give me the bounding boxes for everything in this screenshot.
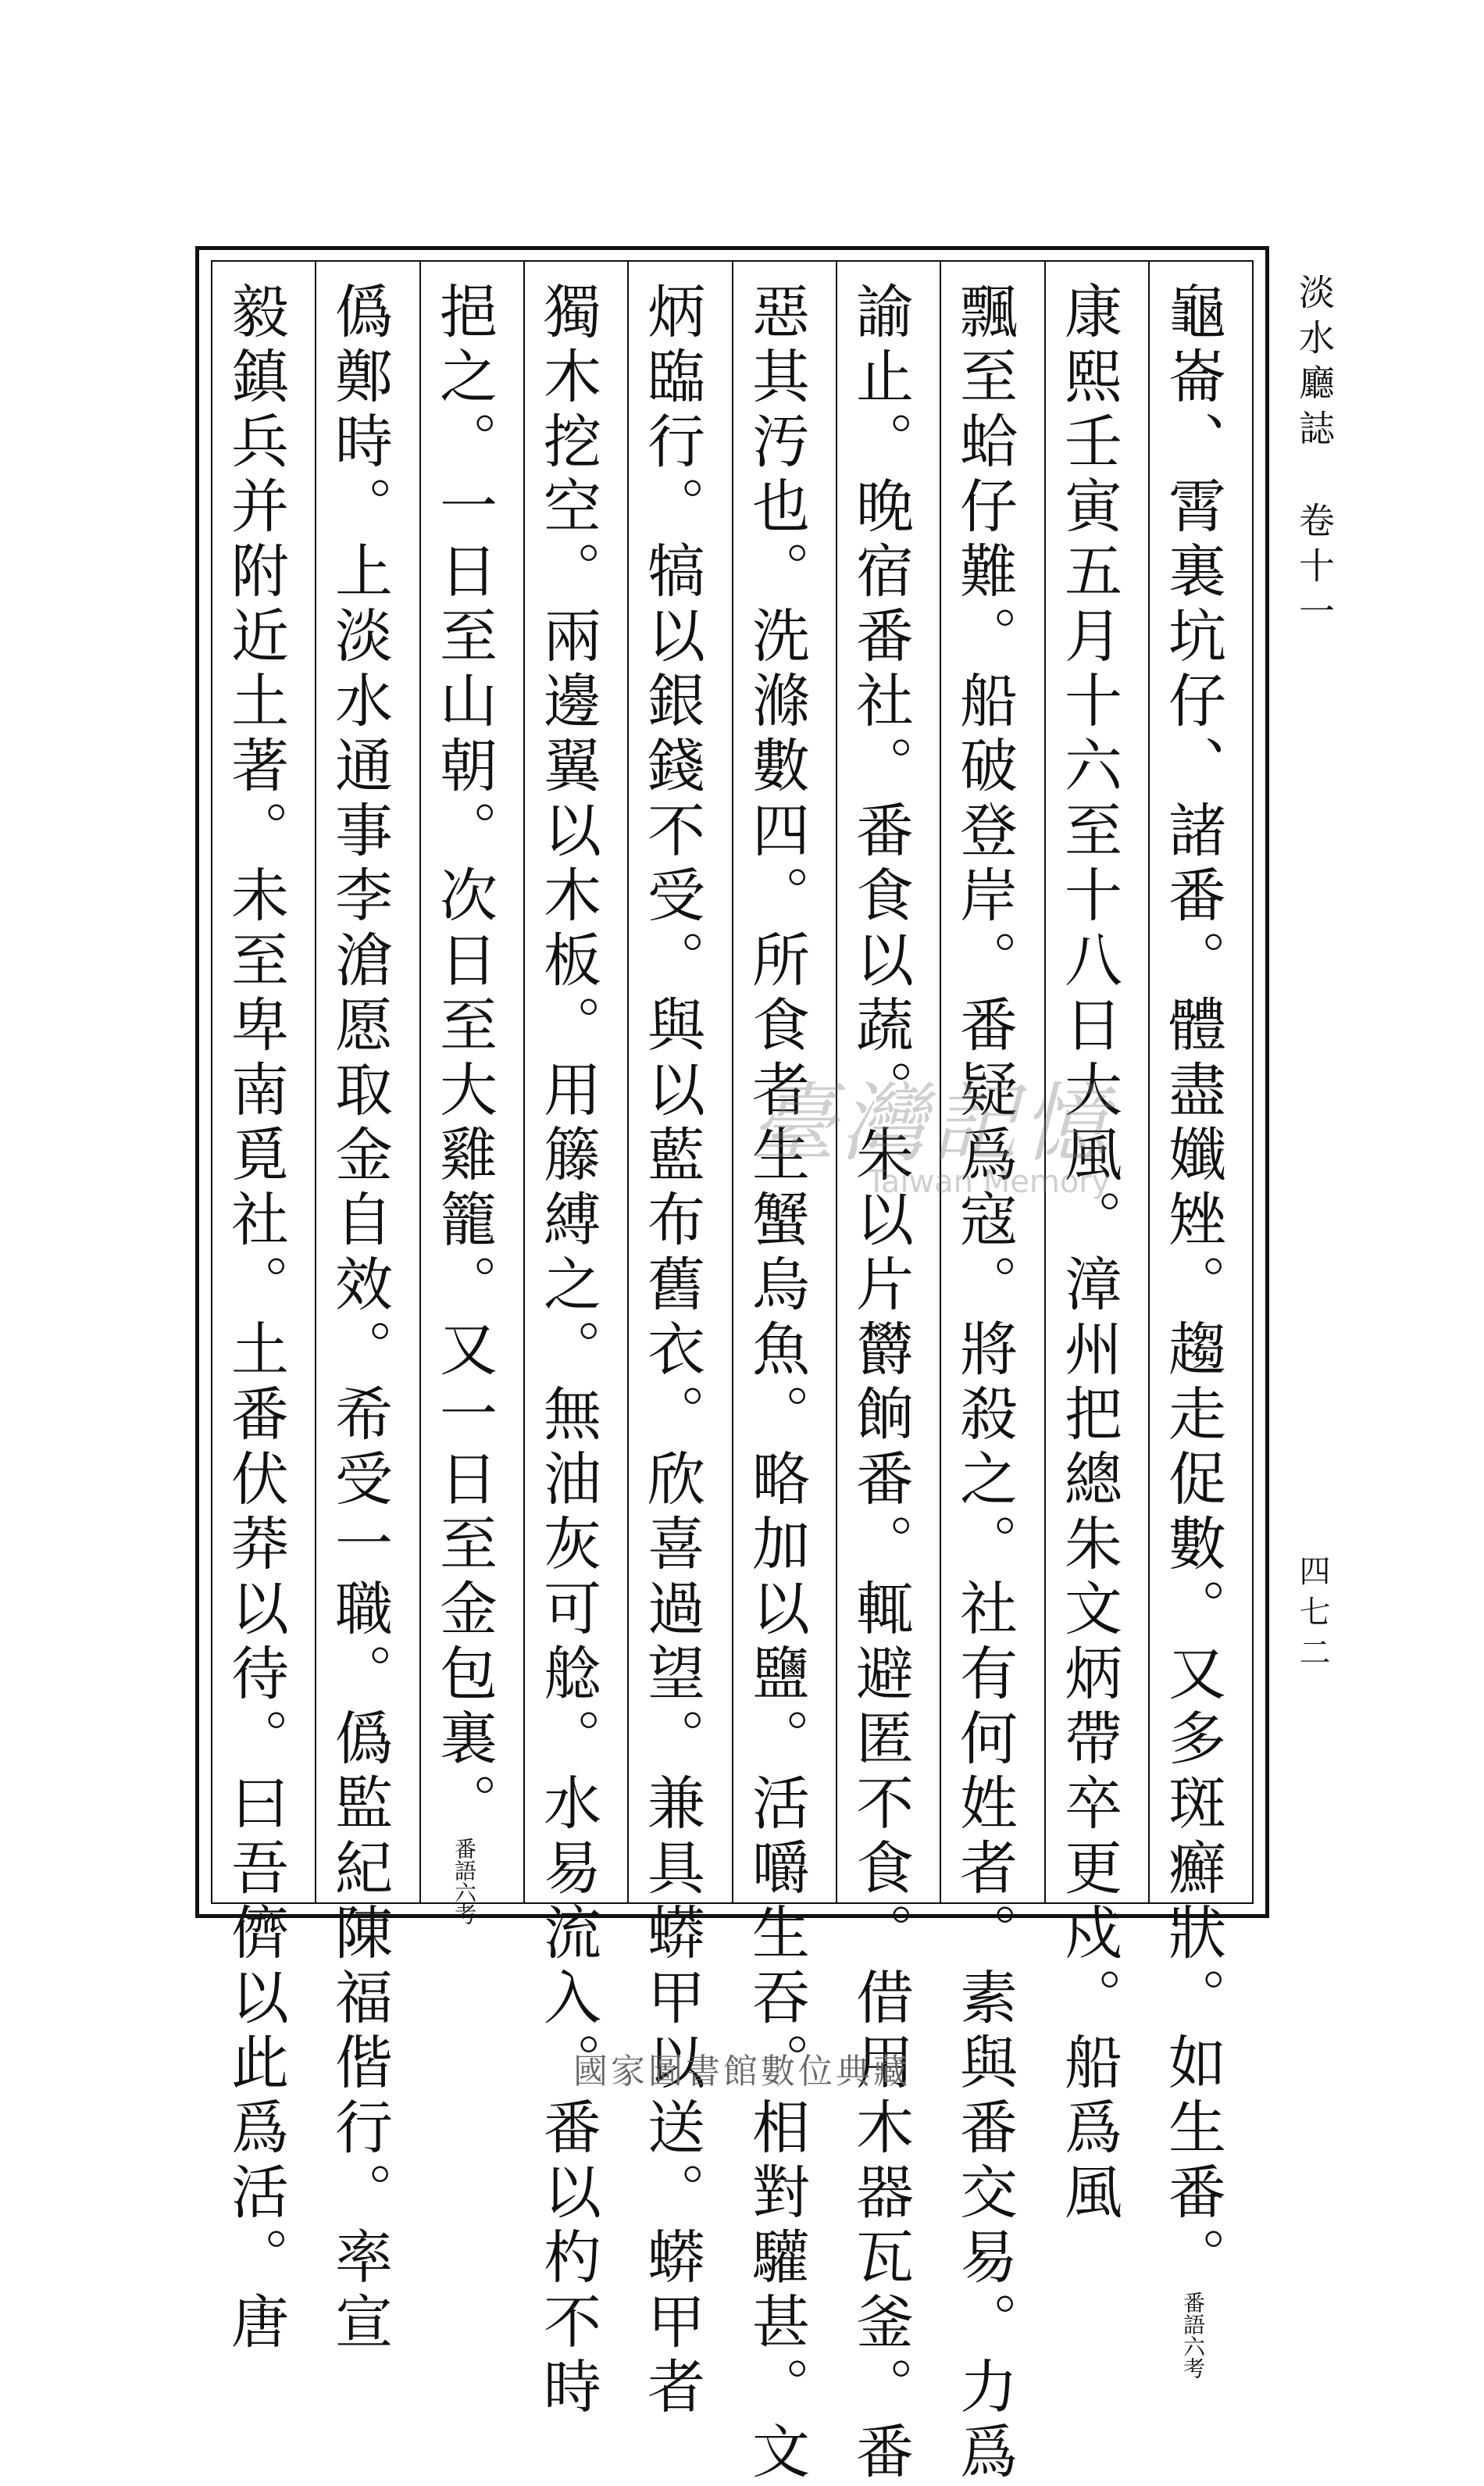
column-text: 炳臨行。犒以銀錢不受。與以藍布舊衣。欣喜過望。兼具蟒甲以送。蟒甲者 (638, 281, 705, 2421)
text-column (1055, 281, 1122, 2227)
footer-caption: 國家圖書館數位典藏 (573, 2052, 911, 2091)
chapter-title: 淡水廳誌 (1293, 273, 1336, 455)
volume-label: 卷十一 (1293, 502, 1336, 638)
text-column (951, 281, 1018, 2486)
text-column (638, 281, 705, 2421)
column-divider (1044, 260, 1046, 1904)
text-column (1159, 281, 1226, 2379)
column-divider (836, 260, 837, 1904)
text-column (222, 281, 289, 2356)
text-column (430, 281, 498, 1925)
margin-header (1289, 273, 1340, 638)
watermark-subtitle: Taiwan Memory (867, 1164, 1111, 1200)
column-text: 飄至蛤仔難。船破登岸。番疑爲寇。將殺之。社有何姓者。素與番交易。力爲 (951, 281, 1018, 2486)
page-number: 四七二 (1294, 1555, 1330, 1677)
column-divider (627, 260, 629, 1904)
column-text: 龜崙、霄裏坑仔、諸番。體盡孅矬。趨走促數。又多斑癬狀。如生番。 (1159, 281, 1226, 2291)
column-text: 康熙壬寅五月十六至十八日大風。漳州把總朱文炳帶卒更戍。船爲風 (1055, 281, 1122, 2227)
column-divider (940, 260, 941, 1904)
text-column (847, 281, 914, 2486)
column-text: 僞鄭時。上淡水通事李滄愿取金自效。希受一職。僞監紀陳福偕行。率宣 (326, 281, 393, 2356)
column-divider (732, 260, 733, 1904)
watermark-title: 臺灣記憶 (750, 1073, 1112, 1173)
text-column (743, 281, 810, 2486)
column-text: 毅鎮兵并附近土著。未至卑南覓社。土番伏莽以待。曰吾儕以此爲活。唐 (222, 281, 289, 2356)
column-divider (315, 260, 316, 1904)
column-divider (419, 260, 421, 1904)
column-text: 惡其汚也。洗滌數四。所食者生蟹烏魚。略加以鹽。活嚼生吞。相對驩甚。文 (743, 281, 810, 2486)
column-text: 獨木挖空。兩邊翼以木板。用籐縛之。無油灰可艌。水易流入。番以杓不時 (534, 281, 601, 2421)
column-text: 諭止。晚宿番社。番食以蔬。朱以片欝餉番。輒避匿不食。借用木器瓦釜。番 (847, 281, 914, 2486)
annotation-note: 番語六考 (451, 1838, 477, 1925)
text-column (326, 281, 393, 2356)
column-divider (1148, 260, 1150, 1904)
column-text: 挹之。一日至山朝。次日至大雞籠。又一日至金包裏。 (430, 281, 498, 1838)
column-divider (523, 260, 525, 1904)
text-column (534, 281, 601, 2421)
annotation-note: 番語六考 (1180, 2291, 1206, 2379)
